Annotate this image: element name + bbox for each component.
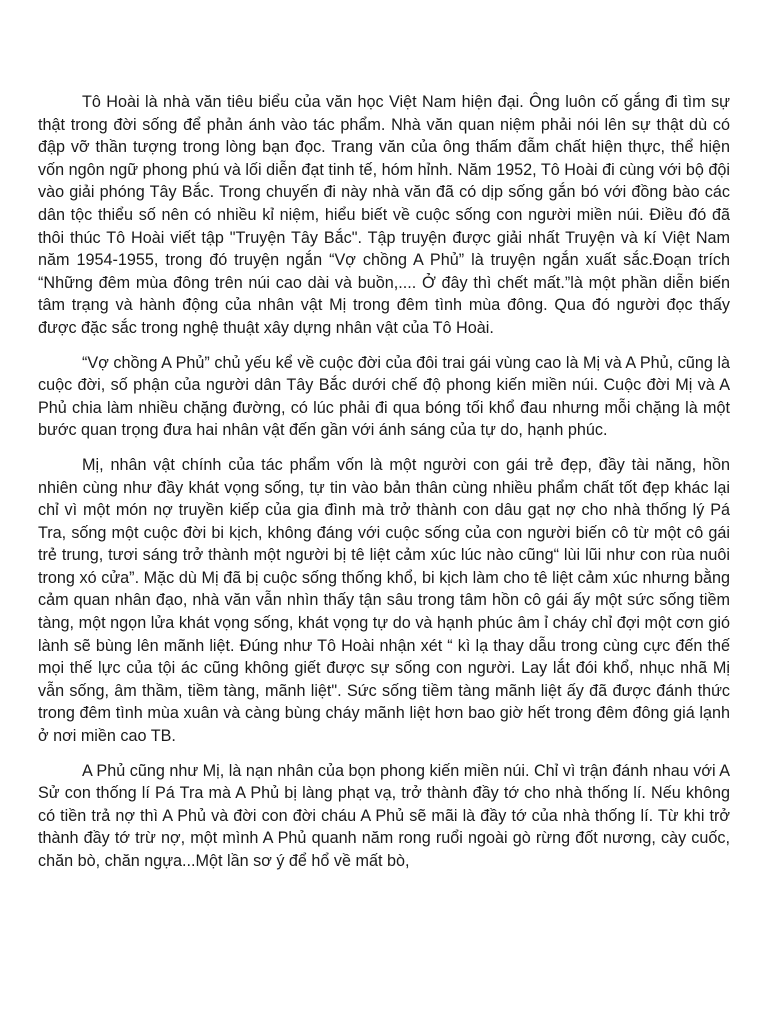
paragraph-a-phu-character: A Phủ cũng như Mị, là nạn nhân của bọn phong kiến miền núi. Chỉ vì trận đánh nhau với A Sử con thống lí Pá Tra mà A Phủ bị làng phạt vạ, trở thành đầy tớ cho nhà thống lí. Nếu không có tiền trả nợ thì A Phủ và đời con đời cháu A Phủ sẽ mãi là đầy tớ của nhà thống lí. Từ khi trở thành đầy tớ trừ nợ, một mình A Phủ quanh năm rong ruổi ngoài gò rừng đốt nương, cày cuốc, chăn bò, chăn ngựa...Một lần sơ ý để hổ về mất bò,	[38, 761, 730, 870]
paragraph-story-summary: “Vợ chồng A Phủ” chủ yếu kể về cuộc đời của đôi trai gái vùng cao là Mị và A Phủ, cũng là cuộc đời, số phận của người dân Tây Bắc dưới chế độ phong kiến miền núi. Cuộc đời Mị và A Phủ chia làm nhiều chặng đường, có lúc phải đi qua bóng tối khổ đau nhưng mỗi chặng là một bước quan trọng đưa hai nhân vật đến gần với ánh sáng của tự do, hạnh phúc.	[38, 353, 730, 440]
document-body	[38, 91, 730, 885]
paragraph-mi-character: Mị, nhân vật chính của tác phẩm vốn là một người con gái trẻ đẹp, đầy tài năng, hồn nhiên cùng như đầy khát vọng sống, tự tin vào bản thân cùng nhiều phẩm chất tốt đẹp khác lại chỉ vì một món nợ truyền kiếp của gia đình mà trở thành con dâu gạt nợ cho nhà thống lý Pá Tra, sống một cuộc đời bi kịch, không đáng với cuộc sống của con người biến cô từ một cô gái trẻ trung, tươi sáng trở thành một người bị tê liệt cảm xúc lúc nào cũng“ lùi lũi như con rùa nuôi trong xó cửa”. Mặc dù Mị đã bị cuộc sống thống khổ, bi kịch làm cho tê liệt cảm xúc nhưng bằng cảm quan nhân đạo, nhà văn vẫn nhìn thấy tận sâu trong tâm hồn cô gái ấy một sức sống tiềm tàng, một ngọn lửa khát vọng sống, khát vọng tự do và hạnh phúc âm ỉ cháy chỉ đợi một cơn gió lành sẽ bùng lên mãnh liệt. Đúng như Tô Hoài nhận xét “ kì lạ thay dẫu trong cùng cực đến thế mọi thế lực của tội ác cũng không giết được sự sống con người. Lay lắt đói khổ, nhục nhã Mị vẫn sống, âm thầm, tiềm tàng, mãnh liệt". Sức sống tiềm tàng mãnh liệt ấy đã được đánh thức trong đêm tình mùa xuân và càng bùng cháy mãnh liệt hơn bao giờ hết trong đêm đông giá lạnh ở nơi miền cao TB.	[38, 455, 730, 746]
paragraph-to-hoai-intro: Tô Hoài là nhà văn tiêu biểu của văn học Việt Nam hiện đại. Ông luôn cố gắng đi tìm sự thật trong đời sống để phản ánh vào tác phẩm. Nhà văn quan niệm phải nói lên sự thật dù có đập vỡ thần tượng trong lòng bạn đọc. Trang văn của ông thấm đẫm chất hiện thực, thể hiện vốn ngôn ngữ phong phú và lối diễn đạt tinh tế, hóm hỉnh. Năm 1952, Tô Hoài đi cùng với bộ đội vào giải phóng Tây Bắc. Trong chuyến đi này nhà văn đã có dịp sống gắn bó với đồng bào các dân tộc thiểu số nên có nhiều kỉ niệm, hiểu biết về cuộc sống con người miền núi. Điều đó đã thôi thúc Tô Hoài viết tập "Truyện Tây Bắc". Tập truyện được giải nhất Truyện và kí Việt Nam năm 1954-1955, trong đó truyện ngắn “Vợ chồng A Phủ” là truyện ngắn xuất sắc.Đoạn trích “Những đêm mùa đông trên núi cao dài và buồn,.... Ở đây thì chết mất.”là một phần diễn biến tâm trạng và hành động của nhân vật Mị trong đêm tình mùa đông. Qua đó người đọc thấy được đặc sắc trong nghệ thuật xây dựng nhân vật của Tô Hoài.	[38, 93, 730, 337]
